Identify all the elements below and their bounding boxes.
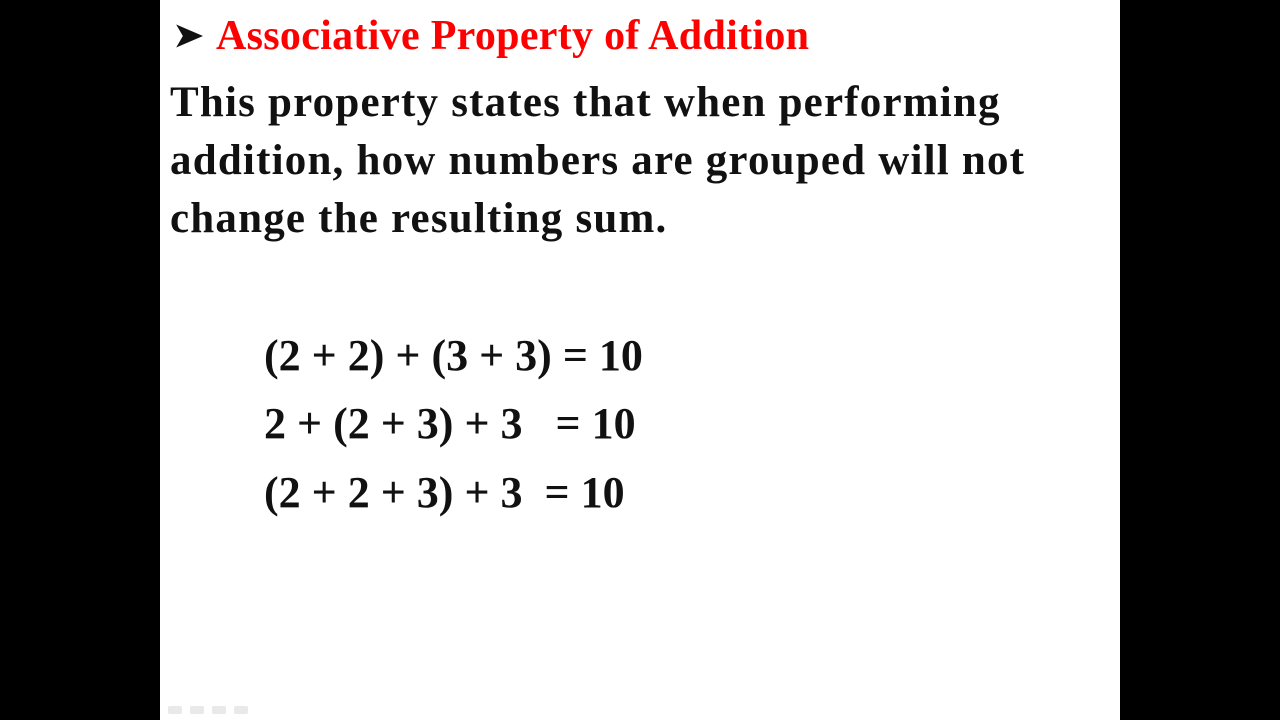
slide-heading xyxy=(172,8,809,64)
definition-text: This property states that when performing addition, how numbers are grouped will not change the resulting sum. xyxy=(170,79,1026,242)
slide-title: Associative Property of Addition xyxy=(216,13,810,59)
arrow-icon[interactable] xyxy=(190,706,204,714)
equation-2: 2 + (2 + 3) + 3 = 10 xyxy=(264,399,636,448)
pen-icon[interactable] xyxy=(168,706,182,714)
equation-1: (2 + 2) + (3 + 3) = 10 xyxy=(264,331,643,380)
equation-3: (2 + 2 + 3) + 3 = 10 xyxy=(264,468,625,517)
slideshow-toolbar xyxy=(168,706,248,714)
slide xyxy=(160,0,1120,720)
menu-icon[interactable] xyxy=(212,706,226,714)
arrow-bullet-icon xyxy=(172,16,206,56)
eraser-icon[interactable] xyxy=(234,706,248,714)
